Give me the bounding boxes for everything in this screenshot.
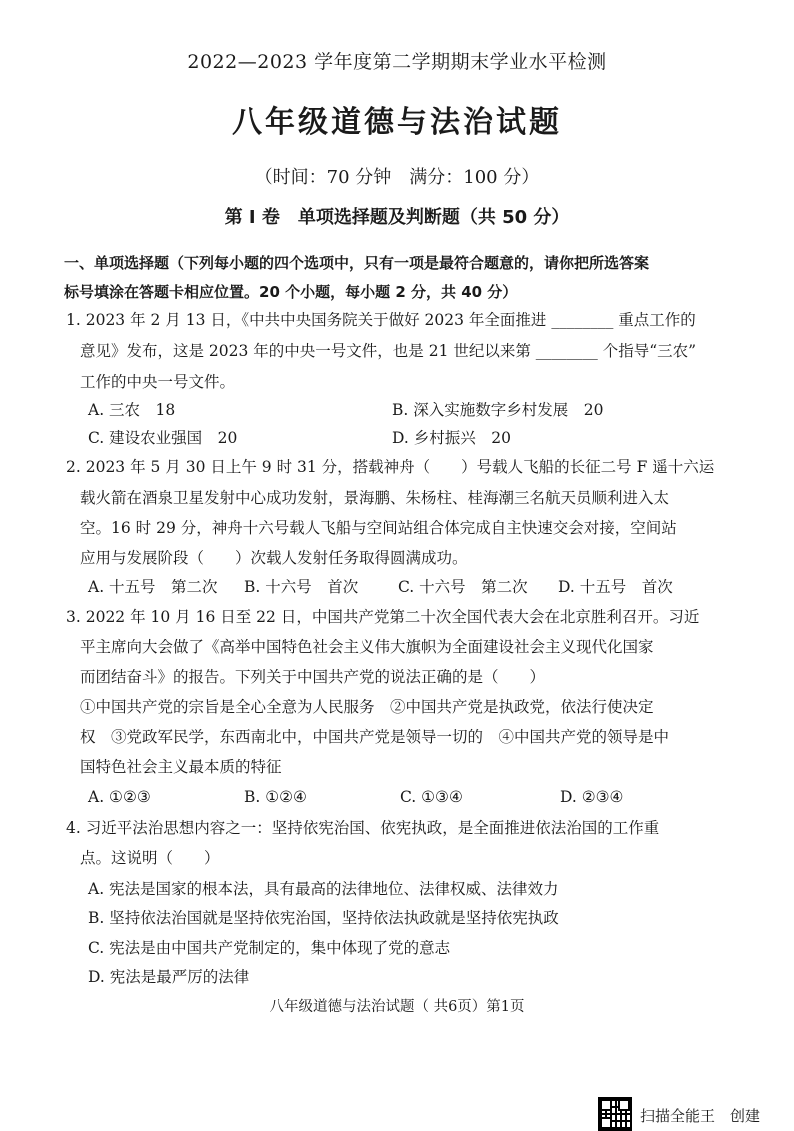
question-3-line: 国特色社会主义最本质的特征 <box>80 758 282 776</box>
question-3-option: C. ①③④ <box>400 788 463 806</box>
question-3-option: A. ①②③ <box>88 788 151 806</box>
question-3-line: 3. 2022 年 10 月 16 日至 22 日，中国共产党第二十次全国代表大会在北京胜利召开。习近 <box>66 608 700 626</box>
subject-title: 八年级道德与法治试题 <box>232 105 562 140</box>
qr-code-icon <box>598 1097 632 1131</box>
instruction-line: 一、单项选择题（下列每小题的四个选项中，只有一项是最符合题意的，请你把所选答案 <box>64 254 650 272</box>
question-2-line: 载火箭在酒泉卫星发射中心成功发射，景海鹏、朱杨柱、桂海潮三名航天员顺利进入太 <box>80 489 670 507</box>
question-3-line: ①中国共产党的宗旨是全心全意为人民服务 ②中国共产党是执政党，依法行使决定 <box>80 698 654 716</box>
section-title: 第 I 卷 单项选择题及判断题（共 50 分） <box>224 207 570 228</box>
question-4-option: D. 宪法是最严厉的法律 <box>88 968 250 986</box>
question-4-line: 点。这说明（ ） <box>80 849 220 867</box>
question-1-line: 1. 2023 年 2 月 13 日，《中共中央国务院关于做好 2023 年全面推进 ________ 重点工作的 <box>66 311 696 329</box>
question-2-option: C. 十六号 第二次 <box>398 578 528 596</box>
exam-title: 2022—2023 学年度第二学期期末学业水平检测 <box>187 51 607 73</box>
question-4-option: B. 坚持依法治国就是坚持依宪治国，坚持依法执政就是坚持依宪执政 <box>88 909 559 927</box>
question-4-option: C. 宪法是由中国共产党制定的，集中体现了党的意志 <box>88 939 451 957</box>
question-1-option: A. 三农 18 <box>88 401 176 419</box>
question-2-line: 2. 2023 年 5 月 30 日上午 9 时 31 分，搭载神舟（ ）号载人飞船的长征二号 F 遥十六运 <box>66 458 715 476</box>
question-2-line: 空。16 时 29 分，神舟十六号载人飞船与空间站组合体完成自主快速交会对接，空间站 <box>80 519 677 537</box>
question-1-option: C. 建设农业强国 20 <box>88 429 238 447</box>
question-1-line: 工作的中央一号文件。 <box>80 373 236 391</box>
time-info: （时间：70 分钟 满分：100 分） <box>254 167 540 188</box>
question-1-option: D. 乡村振兴 20 <box>392 429 511 447</box>
scanner-watermark: 扫描全能王 创建 <box>640 1107 761 1125</box>
question-2-option: B. 十六号 首次 <box>244 578 359 596</box>
question-1-line: 意见》发布，这是 2023 年的中央一号文件，也是 21 世纪以来第 ________ 个指导“三农” <box>80 342 697 360</box>
question-3-option: B. ①②④ <box>244 788 307 806</box>
question-2-option: A. 十五号 第二次 <box>88 578 218 596</box>
question-3-line: 权 ③党政军民学，东西南北中，中国共产党是领导一切的 ④中国共产党的领导是中 <box>80 728 670 746</box>
question-4-option: A. 宪法是国家的根本法，具有最高的法律地位、法律权威、法律效力 <box>88 880 559 898</box>
question-3-option: D. ②③④ <box>560 788 624 806</box>
page-footer: 八年级道德与法治试题（ 共6页）第1页 <box>269 999 525 1015</box>
question-3-line: 而团结奋斗》的报告。下列关于中国共产党的说法正确的是（ ） <box>80 668 546 686</box>
question-4-line: 4. 习近平法治思想内容之一：坚持依宪治国、依宪执政，是全面推进依法治国的工作重 <box>66 819 660 837</box>
question-3-line: 平主席向大会做了《高举中国特色社会主义伟大旗帜为全面建设社会主义现代化国家 <box>80 638 654 656</box>
question-1-option: B. 深入实施数字乡村发展 20 <box>392 401 604 419</box>
question-2-option: D. 十五号 首次 <box>558 578 673 596</box>
question-2-line: 应用与发展阶段（ ）次载人发射任务取得圆满成功。 <box>80 549 468 567</box>
instruction-line: 标号填涂在答题卡相应位置。20 个小题，每小题 2 分，共 40 分） <box>64 283 518 301</box>
